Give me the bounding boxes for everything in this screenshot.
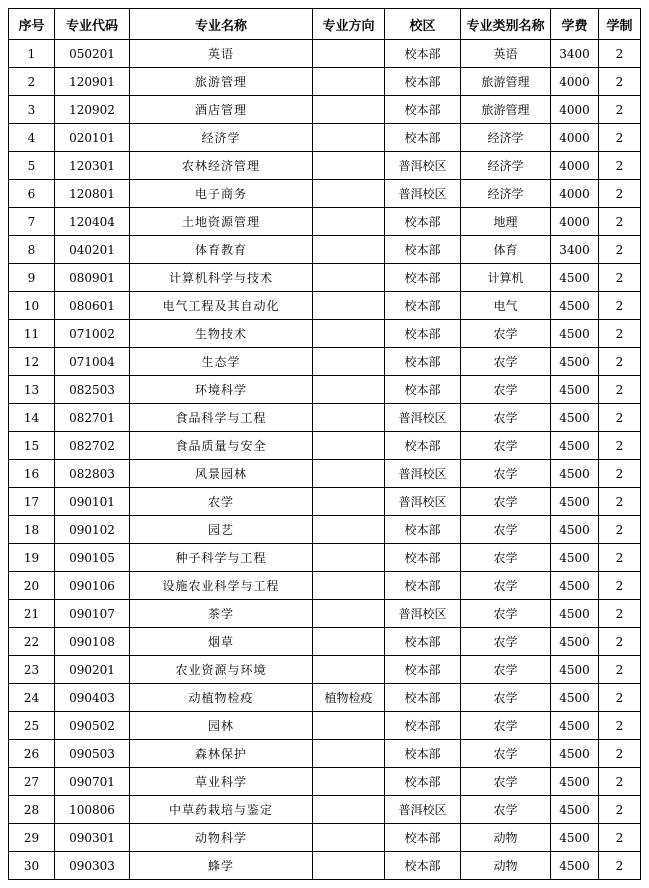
cell-direction <box>313 40 385 68</box>
cell-direction <box>313 516 385 544</box>
cell-index: 25 <box>9 712 55 740</box>
cell-index: 20 <box>9 572 55 600</box>
cell-name: 风景园林 <box>130 460 313 488</box>
cell-direction <box>313 572 385 600</box>
cell-duration: 2 <box>599 96 641 124</box>
cell-name: 酒店管理 <box>130 96 313 124</box>
cell-code: 100806 <box>55 796 130 824</box>
cell-direction <box>313 264 385 292</box>
cell-direction <box>313 600 385 628</box>
cell-code: 120901 <box>55 68 130 96</box>
cell-tuition: 4500 <box>551 740 599 768</box>
cell-category: 经济学 <box>461 180 551 208</box>
cell-code: 082702 <box>55 432 130 460</box>
cell-tuition: 4000 <box>551 208 599 236</box>
cell-tuition: 4500 <box>551 656 599 684</box>
cell-category: 农学 <box>461 740 551 768</box>
cell-campus: 校本部 <box>385 348 461 376</box>
cell-code: 082803 <box>55 460 130 488</box>
cell-index: 27 <box>9 768 55 796</box>
table-row <box>9 292 641 320</box>
cell-tuition: 4500 <box>551 488 599 516</box>
cell-code: 120404 <box>55 208 130 236</box>
table-row <box>9 656 641 684</box>
header-index: 序号 <box>9 9 55 40</box>
cell-code: 090502 <box>55 712 130 740</box>
cell-tuition: 4500 <box>551 852 599 880</box>
cell-duration: 2 <box>599 628 641 656</box>
table-row <box>9 348 641 376</box>
cell-index: 1 <box>9 40 55 68</box>
cell-direction <box>313 152 385 180</box>
cell-category: 农学 <box>461 348 551 376</box>
table-row <box>9 712 641 740</box>
table-row <box>9 40 641 68</box>
header-tuition: 学费 <box>551 9 599 40</box>
cell-category: 农学 <box>461 768 551 796</box>
table-row <box>9 320 641 348</box>
cell-campus: 校本部 <box>385 852 461 880</box>
cell-duration: 2 <box>599 320 641 348</box>
cell-duration: 2 <box>599 152 641 180</box>
cell-index: 22 <box>9 628 55 656</box>
table-row <box>9 376 641 404</box>
cell-tuition: 3400 <box>551 236 599 264</box>
cell-duration: 2 <box>599 236 641 264</box>
cell-tuition: 4000 <box>551 96 599 124</box>
cell-campus: 校本部 <box>385 684 461 712</box>
cell-category: 旅游管理 <box>461 68 551 96</box>
cell-tuition: 4500 <box>551 712 599 740</box>
cell-category: 经济学 <box>461 152 551 180</box>
cell-category: 动物 <box>461 824 551 852</box>
cell-direction <box>313 768 385 796</box>
cell-name: 种子科学与工程 <box>130 544 313 572</box>
cell-campus: 校本部 <box>385 544 461 572</box>
cell-duration: 2 <box>599 376 641 404</box>
cell-direction <box>313 628 385 656</box>
cell-code: 090701 <box>55 768 130 796</box>
cell-code: 090102 <box>55 516 130 544</box>
table-row <box>9 544 641 572</box>
cell-direction <box>313 208 385 236</box>
cell-index: 14 <box>9 404 55 432</box>
cell-campus: 校本部 <box>385 40 461 68</box>
cell-code: 082701 <box>55 404 130 432</box>
cell-campus: 校本部 <box>385 768 461 796</box>
cell-category: 农学 <box>461 628 551 656</box>
cell-direction <box>313 544 385 572</box>
cell-direction <box>313 432 385 460</box>
cell-tuition: 4500 <box>551 684 599 712</box>
cell-campus: 普洱校区 <box>385 600 461 628</box>
cell-tuition: 4000 <box>551 124 599 152</box>
cell-index: 12 <box>9 348 55 376</box>
cell-duration: 2 <box>599 572 641 600</box>
cell-name: 设施农业科学与工程 <box>130 572 313 600</box>
cell-duration: 2 <box>599 180 641 208</box>
cell-tuition: 4500 <box>551 264 599 292</box>
table-row <box>9 152 641 180</box>
cell-campus: 普洱校区 <box>385 152 461 180</box>
cell-duration: 2 <box>599 460 641 488</box>
cell-category: 电气 <box>461 292 551 320</box>
table-row <box>9 488 641 516</box>
cell-direction <box>313 376 385 404</box>
cell-direction <box>313 292 385 320</box>
cell-name: 体育教育 <box>130 236 313 264</box>
cell-direction <box>313 320 385 348</box>
cell-code: 071002 <box>55 320 130 348</box>
table-row <box>9 460 641 488</box>
cell-name: 旅游管理 <box>130 68 313 96</box>
cell-direction <box>313 96 385 124</box>
table-body <box>9 40 641 880</box>
cell-category: 农学 <box>461 656 551 684</box>
majors-table <box>8 8 641 880</box>
cell-duration: 2 <box>599 768 641 796</box>
cell-name: 生物技术 <box>130 320 313 348</box>
cell-duration: 2 <box>599 684 641 712</box>
table-row <box>9 208 641 236</box>
cell-index: 21 <box>9 600 55 628</box>
table-row <box>9 768 641 796</box>
cell-category: 计算机 <box>461 264 551 292</box>
cell-duration: 2 <box>599 264 641 292</box>
table-row <box>9 68 641 96</box>
cell-category: 农学 <box>461 600 551 628</box>
cell-code: 120902 <box>55 96 130 124</box>
header-category: 专业类别名称 <box>461 9 551 40</box>
table-row <box>9 600 641 628</box>
cell-duration: 2 <box>599 124 641 152</box>
cell-name: 经济学 <box>130 124 313 152</box>
table-row <box>9 628 641 656</box>
cell-code: 080901 <box>55 264 130 292</box>
cell-category: 农学 <box>461 516 551 544</box>
cell-code: 071004 <box>55 348 130 376</box>
cell-name: 园林 <box>130 712 313 740</box>
cell-category: 农学 <box>461 376 551 404</box>
cell-index: 19 <box>9 544 55 572</box>
cell-tuition: 4000 <box>551 180 599 208</box>
cell-index: 30 <box>9 852 55 880</box>
cell-category: 农学 <box>461 404 551 432</box>
cell-name: 蜂学 <box>130 852 313 880</box>
cell-code: 020101 <box>55 124 130 152</box>
cell-duration: 2 <box>599 488 641 516</box>
table-row <box>9 852 641 880</box>
cell-duration: 2 <box>599 544 641 572</box>
cell-campus: 校本部 <box>385 656 461 684</box>
cell-tuition: 4500 <box>551 320 599 348</box>
cell-index: 4 <box>9 124 55 152</box>
cell-direction <box>313 488 385 516</box>
cell-code: 120801 <box>55 180 130 208</box>
cell-duration: 2 <box>599 600 641 628</box>
table-row <box>9 684 641 712</box>
cell-category: 动物 <box>461 852 551 880</box>
cell-name: 农业资源与环境 <box>130 656 313 684</box>
cell-category: 农学 <box>461 796 551 824</box>
cell-category: 经济学 <box>461 124 551 152</box>
cell-direction <box>313 740 385 768</box>
cell-category: 旅游管理 <box>461 96 551 124</box>
cell-tuition: 4500 <box>551 292 599 320</box>
document-page <box>8 8 641 880</box>
cell-campus: 校本部 <box>385 740 461 768</box>
cell-code: 090106 <box>55 572 130 600</box>
cell-name: 土地资源管理 <box>130 208 313 236</box>
table-row <box>9 824 641 852</box>
cell-tuition: 4500 <box>551 404 599 432</box>
cell-campus: 普洱校区 <box>385 460 461 488</box>
cell-category: 英语 <box>461 40 551 68</box>
header-code: 专业代码 <box>55 9 130 40</box>
cell-category: 农学 <box>461 712 551 740</box>
cell-duration: 2 <box>599 292 641 320</box>
cell-direction <box>313 348 385 376</box>
cell-duration: 2 <box>599 208 641 236</box>
cell-duration: 2 <box>599 712 641 740</box>
cell-tuition: 4000 <box>551 68 599 96</box>
cell-direction <box>313 68 385 96</box>
cell-duration: 2 <box>599 796 641 824</box>
table-row <box>9 124 641 152</box>
table-row <box>9 796 641 824</box>
header-campus: 校区 <box>385 9 461 40</box>
table-row <box>9 740 641 768</box>
cell-name: 生态学 <box>130 348 313 376</box>
cell-index: 11 <box>9 320 55 348</box>
cell-name: 食品质量与安全 <box>130 432 313 460</box>
cell-direction <box>313 824 385 852</box>
cell-campus: 校本部 <box>385 320 461 348</box>
cell-campus: 校本部 <box>385 124 461 152</box>
cell-name: 食品科学与工程 <box>130 404 313 432</box>
cell-category: 农学 <box>461 432 551 460</box>
cell-tuition: 4500 <box>551 796 599 824</box>
cell-name: 农学 <box>130 488 313 516</box>
cell-code: 050201 <box>55 40 130 68</box>
cell-direction <box>313 796 385 824</box>
cell-index: 10 <box>9 292 55 320</box>
cell-name: 环境科学 <box>130 376 313 404</box>
cell-index: 18 <box>9 516 55 544</box>
cell-name: 英语 <box>130 40 313 68</box>
cell-category: 农学 <box>461 488 551 516</box>
cell-campus: 校本部 <box>385 516 461 544</box>
cell-duration: 2 <box>599 740 641 768</box>
cell-duration: 2 <box>599 348 641 376</box>
cell-code: 090101 <box>55 488 130 516</box>
cell-campus: 校本部 <box>385 432 461 460</box>
cell-tuition: 4500 <box>551 516 599 544</box>
cell-campus: 校本部 <box>385 96 461 124</box>
table-row <box>9 264 641 292</box>
cell-index: 15 <box>9 432 55 460</box>
cell-tuition: 4500 <box>551 348 599 376</box>
cell-index: 16 <box>9 460 55 488</box>
cell-duration: 2 <box>599 40 641 68</box>
table-row <box>9 572 641 600</box>
cell-duration: 2 <box>599 432 641 460</box>
header-name: 专业名称 <box>130 9 313 40</box>
cell-code: 090301 <box>55 824 130 852</box>
cell-direction <box>313 712 385 740</box>
cell-index: 8 <box>9 236 55 264</box>
cell-index: 28 <box>9 796 55 824</box>
cell-code: 082503 <box>55 376 130 404</box>
cell-campus: 校本部 <box>385 264 461 292</box>
table-row <box>9 516 641 544</box>
cell-index: 2 <box>9 68 55 96</box>
cell-duration: 2 <box>599 404 641 432</box>
cell-direction <box>313 460 385 488</box>
cell-index: 5 <box>9 152 55 180</box>
cell-campus: 校本部 <box>385 628 461 656</box>
cell-direction <box>313 656 385 684</box>
cell-duration: 2 <box>599 516 641 544</box>
cell-category: 农学 <box>461 544 551 572</box>
cell-index: 29 <box>9 824 55 852</box>
table-row <box>9 432 641 460</box>
cell-tuition: 4500 <box>551 768 599 796</box>
cell-code: 040201 <box>55 236 130 264</box>
cell-campus: 普洱校区 <box>385 404 461 432</box>
cell-direction: 植物检疫 <box>313 684 385 712</box>
cell-campus: 校本部 <box>385 572 461 600</box>
cell-category: 农学 <box>461 320 551 348</box>
cell-direction <box>313 124 385 152</box>
cell-index: 7 <box>9 208 55 236</box>
cell-tuition: 4500 <box>551 432 599 460</box>
cell-category: 农学 <box>461 460 551 488</box>
cell-campus: 校本部 <box>385 292 461 320</box>
cell-code: 080601 <box>55 292 130 320</box>
cell-tuition: 4500 <box>551 824 599 852</box>
cell-direction <box>313 236 385 264</box>
cell-tuition: 4000 <box>551 152 599 180</box>
cell-name: 草业科学 <box>130 768 313 796</box>
cell-name: 计算机科学与技术 <box>130 264 313 292</box>
cell-index: 9 <box>9 264 55 292</box>
cell-campus: 普洱校区 <box>385 180 461 208</box>
cell-category: 体育 <box>461 236 551 264</box>
header-direction: 专业方向 <box>313 9 385 40</box>
cell-duration: 2 <box>599 824 641 852</box>
cell-direction <box>313 180 385 208</box>
cell-name: 动植物检疫 <box>130 684 313 712</box>
cell-direction <box>313 404 385 432</box>
cell-campus: 校本部 <box>385 712 461 740</box>
header-duration: 学制 <box>599 9 641 40</box>
cell-campus: 普洱校区 <box>385 488 461 516</box>
cell-tuition: 4500 <box>551 600 599 628</box>
cell-code: 090403 <box>55 684 130 712</box>
cell-tuition: 4500 <box>551 572 599 600</box>
cell-name: 农林经济管理 <box>130 152 313 180</box>
table-row <box>9 236 641 264</box>
cell-name: 电气工程及其自动化 <box>130 292 313 320</box>
cell-name: 动物科学 <box>130 824 313 852</box>
cell-index: 17 <box>9 488 55 516</box>
cell-name: 森林保护 <box>130 740 313 768</box>
cell-name: 烟草 <box>130 628 313 656</box>
cell-index: 13 <box>9 376 55 404</box>
cell-name: 电子商务 <box>130 180 313 208</box>
header-row <box>9 9 641 40</box>
cell-index: 3 <box>9 96 55 124</box>
cell-code: 090503 <box>55 740 130 768</box>
cell-campus: 校本部 <box>385 824 461 852</box>
cell-index: 23 <box>9 656 55 684</box>
cell-code: 090107 <box>55 600 130 628</box>
table-header <box>9 9 641 40</box>
table-row <box>9 96 641 124</box>
cell-tuition: 4500 <box>551 460 599 488</box>
cell-code: 090303 <box>55 852 130 880</box>
cell-index: 6 <box>9 180 55 208</box>
cell-tuition: 3400 <box>551 40 599 68</box>
cell-campus: 校本部 <box>385 208 461 236</box>
cell-index: 24 <box>9 684 55 712</box>
cell-category: 地理 <box>461 208 551 236</box>
cell-category: 农学 <box>461 684 551 712</box>
cell-duration: 2 <box>599 852 641 880</box>
cell-name: 中草药栽培与鉴定 <box>130 796 313 824</box>
cell-duration: 2 <box>599 68 641 96</box>
cell-category: 农学 <box>461 572 551 600</box>
cell-direction <box>313 852 385 880</box>
cell-index: 26 <box>9 740 55 768</box>
table-row <box>9 404 641 432</box>
cell-campus: 普洱校区 <box>385 796 461 824</box>
cell-code: 090105 <box>55 544 130 572</box>
cell-code: 090201 <box>55 656 130 684</box>
cell-tuition: 4500 <box>551 376 599 404</box>
cell-code: 090108 <box>55 628 130 656</box>
cell-name: 茶学 <box>130 600 313 628</box>
cell-campus: 校本部 <box>385 376 461 404</box>
cell-duration: 2 <box>599 656 641 684</box>
cell-name: 园艺 <box>130 516 313 544</box>
cell-tuition: 4500 <box>551 544 599 572</box>
cell-tuition: 4500 <box>551 628 599 656</box>
table-row <box>9 180 641 208</box>
cell-campus: 校本部 <box>385 236 461 264</box>
cell-code: 120301 <box>55 152 130 180</box>
cell-campus: 校本部 <box>385 68 461 96</box>
